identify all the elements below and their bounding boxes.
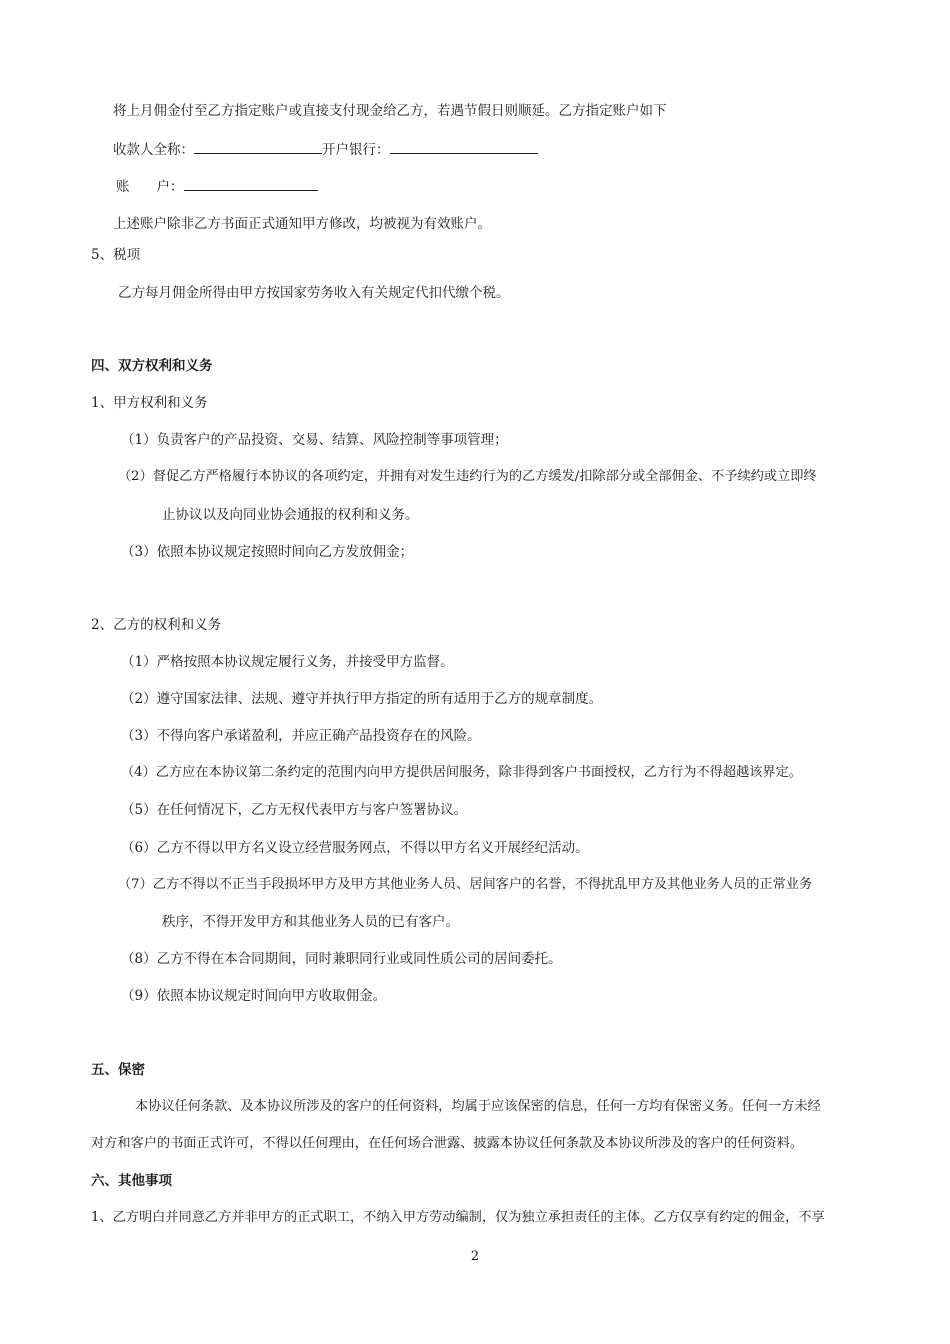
partyA-item-2-line-1: （2）督促乙方严格履行本协议的各项约定，并拥有对发生违约行为的乙方缓发/扣除部分或全部佣金、不予续约或立即终 [118,469,817,484]
tax-text: 乙方每月佣金所得由甲方按国家劳务收入有关规定代扣代缴个税。 [118,285,510,301]
partyB-item-8: （8）乙方不得在本合同期间，同时兼职同行业或同性质公司的居间委托。 [121,951,562,967]
payee-blank[interactable] [194,139,322,154]
partyB-item-9: （9）依照本协议规定时间向甲方收取佣金。 [121,988,387,1004]
partyA-item-3: （3）依照本协议规定按照时间向乙方发放佣金； [121,544,414,560]
partyB-item-3: （3）不得向客户承诺盈利，并应正确产品投资存在的风险。 [121,728,481,744]
partyB-item-4: （4）乙方应在本协议第二条约定的范围内向甲方提供居间服务，除非得到客户书面授权，乙方行为不得超越该界定。 [121,765,802,780]
payment-transfer-text: 将上月佣金付至乙方指定账户或直接支付现金给乙方，若遇节假日则顺延。乙方指定账户如下 [113,103,667,119]
partyB-item-7-line-1: （7）乙方不得以不正当手段损坏甲方及甲方其他业务人员、居间客户的名誉，不得扰乱甲方及其他业务人员的正常业务 [118,877,813,892]
section5-line-2: 对方和客户的书面正式许可，不得以任何理由，在任何场合泄露、披露本协议任何条款及本协议所涉及的客户的任何资料。 [91,1136,804,1151]
partyB-item-1: （1）严格按照本协议规定履行义务，并接受甲方监督。 [121,654,454,670]
account-line [116,176,318,197]
partyB-item-6: （6）乙方不得以甲方名义设立经营服务网点，不得以甲方名义开展经纪活动。 [121,840,589,856]
page-number: 2 [470,1249,480,1264]
section6-title: 六、其他事项 [91,1173,172,1189]
partyB-item-5: （5）在任何情况下，乙方无权代表甲方与客户签署协议。 [121,802,468,818]
bank-blank[interactable] [390,139,538,154]
payee-bank-line [113,139,538,160]
account-label: 账 户： [116,179,184,195]
partyA-heading: 1、甲方权利和义务 [91,395,208,411]
section5-line-1: 本协议任何条款、及本协议所涉及的客户的任何资料，均属于应该保密的信息，任何一方均有保密义务。任何一方未经 [135,1099,821,1114]
tax-heading: 5、税项 [91,247,141,263]
partyB-item-7-line-2: 秩序，不得开发甲方和其他业务人员的已有客户。 [162,914,459,930]
section5-title: 五、保密 [91,1062,145,1078]
payee-label: 收款人全称： [113,142,194,158]
partyA-item-1: （1）负责客户的产品投资、交易、结算、风险控制等事项管理； [121,432,508,448]
section4-title: 四、双方权利和义务 [91,358,213,374]
partyB-heading: 2、乙方的权利和义务 [91,617,222,633]
partyB-item-2: （2）遵守国家法律、法规、遵守并执行甲方指定的所有适用于乙方的规章制度。 [121,691,603,707]
account-note: 上述账户除非乙方书面正式通知甲方修改，均被视为有效账户。 [113,216,491,232]
bank-label: 开户银行： [322,142,390,158]
section6-line-1: 1、乙方明白并同意乙方并非甲方的正式职工，不纳入甲方劳动编制，仅为独立承担责任的主体。乙方仅享有约定的佣金，不享 [91,1210,825,1225]
partyA-item-2-line-2: 止协议以及向同业协会通报的权利和义务。 [162,507,419,523]
account-blank[interactable] [184,176,318,191]
